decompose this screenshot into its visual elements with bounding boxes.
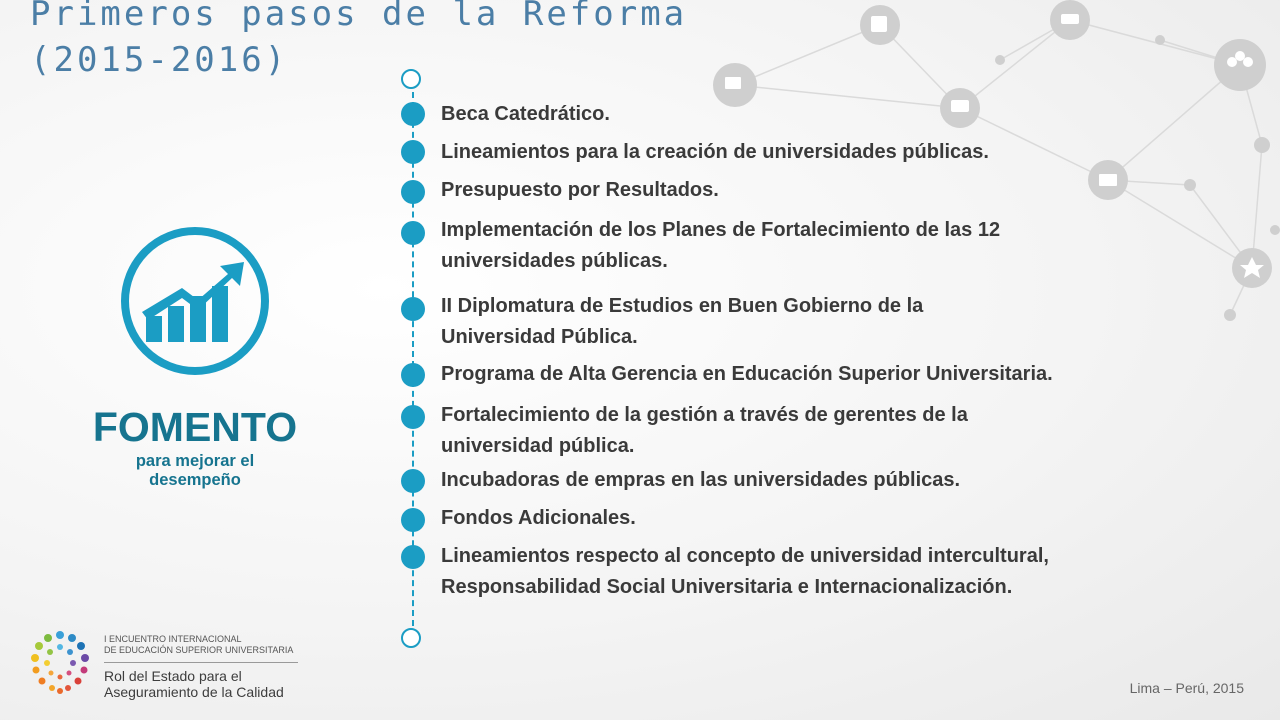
conference-logo-icon <box>28 630 92 696</box>
conference-name-text: I ENCUENTRO INTERNACIONAL DE EDUCACIÓN SUPERIOR UNIVERSITARIA <box>104 634 294 655</box>
timeline-dot <box>401 221 425 245</box>
timeline-item: Incubadoras de empras en las universidades públicas. <box>441 469 961 491</box>
fomento-title: FOMENTO <box>92 404 298 450</box>
timeline-item: Fondos Adicionales. <box>441 507 636 529</box>
timeline-start-ring <box>401 69 421 89</box>
logo-divider <box>104 662 298 663</box>
conference-theme <box>104 668 324 700</box>
timeline-item: Implementación de los Planes de Fortalecimiento de las 12 universidades públicas. <box>441 219 1001 272</box>
timeline-dot <box>401 140 425 164</box>
timeline-dot <box>401 469 425 493</box>
timeline-item: II Diplomatura de Estudios en Buen Gobierno de la Universidad Pública. <box>441 295 924 348</box>
timeline-item: Presupuesto por Resultados. <box>441 179 719 201</box>
timeline-item: Lineamientos para la creación de universidades públicas. <box>441 141 989 163</box>
footer-place-date: Lima – Perú, 2015 <box>1129 680 1244 696</box>
slide-title-line-2: (2015-2016) <box>30 40 289 80</box>
timeline-dot <box>401 545 425 569</box>
timeline-dot <box>401 180 425 204</box>
slide-title-line-1: Primeros pasos de la Reforma <box>30 0 688 34</box>
timeline-end-ring <box>401 628 421 648</box>
timeline-dot <box>401 102 425 126</box>
timeline-dot <box>401 297 425 321</box>
timeline-item: Lineamientos respecto al concepto de universidad intercultural, Responsabilidad Social Universitaria e Internacionalización. <box>441 545 1049 598</box>
timeline-dot <box>401 508 425 532</box>
fomento-subtitle: para mejorar el desempeño <box>135 452 255 489</box>
timeline-item: Beca Catedrático. <box>441 103 610 125</box>
conference-theme-text: Rol del Estado para el Aseguramiento de la Calidad <box>104 668 284 700</box>
timeline-item: Programa de Alta Gerencia en Educación Superior Universitaria. <box>441 363 1053 385</box>
timeline-item: Fortalecimiento de la gestión a través de gerentes de la universidad pública. <box>441 404 968 457</box>
growth-chart-icon <box>120 226 270 376</box>
timeline-dot <box>401 363 425 387</box>
conference-name <box>104 634 304 656</box>
timeline-dot <box>401 405 425 429</box>
